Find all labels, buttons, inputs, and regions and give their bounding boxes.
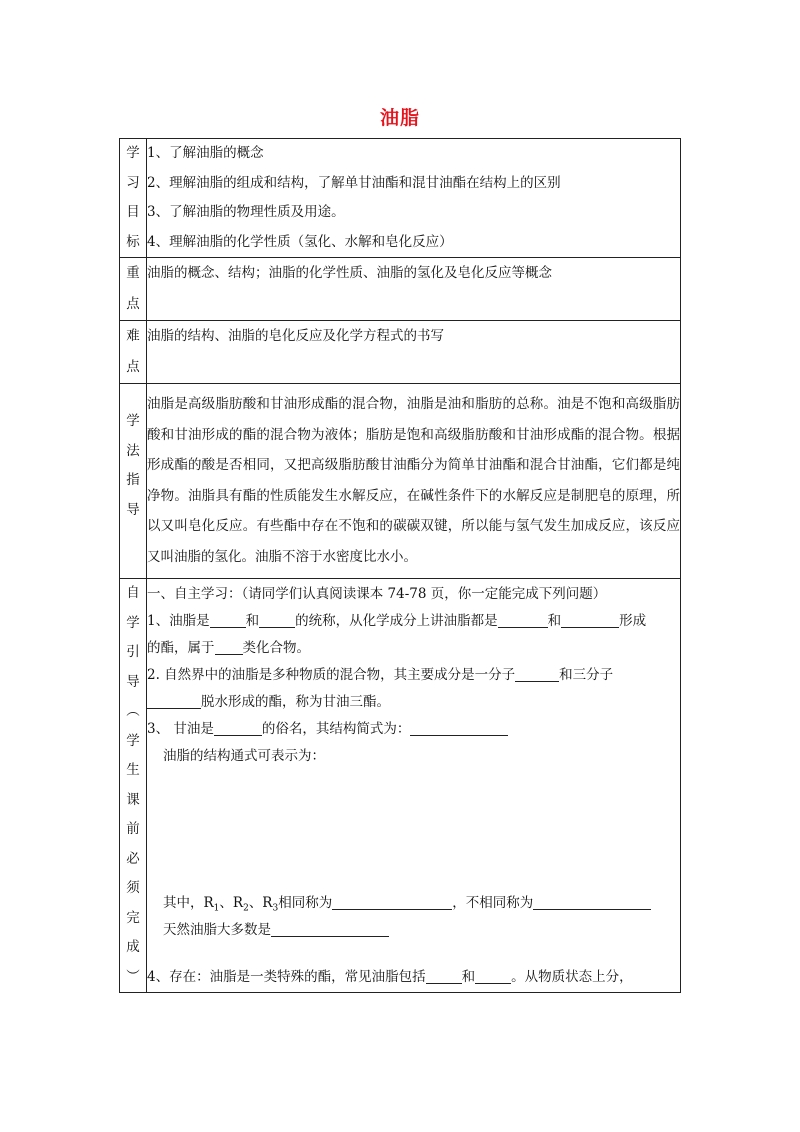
q3-text: ，不相同称为 [452,895,534,911]
label-char: 须 [126,880,140,896]
spacer [147,944,680,964]
question-3-formula: 油脂的结构通式可表示为： [163,748,325,764]
question-3-line-1 [147,716,680,743]
answer-blank[interactable] [426,967,462,984]
label-char: 导 [126,501,140,518]
answer-blank[interactable] [410,719,508,736]
q3-text: 、R [248,895,273,911]
label-char: 标 [126,233,140,250]
study-method-text: 油脂是高级脂肪酸和甘油形成酯的混合物，油脂是油和脂肪的总称。油是不饱和高级脂肪酸和甘油形成的酯的混合物为液体；脂肪是饱和高级脂肪酸和甘油形成酯的混合物。根据形成酯的酸是否相同，又把高级脂肪酸甘油酯分为简单甘油酯和混合甘油酯，它们都是纯净物。油脂具有酯的性质能发生水解反应，在碱性条件下的水解反应是制肥皂的原理，所以又叫皂化反应。有些酯中存在不饱和的碳碳双键，所以能与氢气发生加成反应，该反应又叫油脂的氢化。油脂不溶于水密度比水小。 [147,396,680,565]
question-4-line-1 [147,964,680,991]
page-title: 油脂 [379,107,420,129]
q3-text: 其中，R [163,895,214,911]
label-char: 学 [126,732,140,749]
question-3-natural [147,917,680,944]
label-char: 学 [126,413,140,429]
answer-blank[interactable] [259,611,295,628]
question-2-line-1 [147,662,680,689]
q1-text: 和 [547,613,562,629]
learning-goals-content [147,139,681,258]
goal-item: 4、理解油脂的化学性质（氢化、水解和皂化反应） [147,233,453,250]
key-points-text: 油脂的概念、结构；油脂的化学性质、油脂的氢化及皂化反应等概念 [147,265,552,281]
row-key-points [120,258,681,321]
label-key-points [120,258,147,321]
label-char: ︵ [126,703,140,719]
label-char: 指 [126,472,140,488]
label-char: 自 [126,585,140,601]
question-1-line-2 [147,635,680,662]
goal-item: 1、了解油脂的概念 [147,145,264,161]
row-self-study-guide [120,579,681,993]
difficult-points-content [147,321,681,384]
q3-text: 的俗名，其结构简式为： [261,721,411,737]
label-self-study-guide [120,579,147,993]
label-char: 点 [126,296,140,312]
q4-text: 和 [461,969,476,985]
formula-drawing-space [147,770,680,890]
question-1-line-1 [147,608,680,635]
label-char: 点 [126,359,140,375]
label-difficult-points [120,321,147,384]
q3-text: 3、 甘油是 [147,721,214,737]
q4-text: 。从物质状态上分， [511,969,633,985]
subscript: 2 [243,903,249,914]
label-study-method [120,384,147,579]
q1-text: 和 [245,613,260,629]
q1-text: 1、油脂是 [147,613,210,629]
q1-text: 的统称，从化学成分上讲油脂都是 [295,613,498,629]
row-difficult-points [120,321,681,384]
goal-item: 3、了解油脂的物理性质及用途。 [147,204,345,220]
label-char: 课 [126,791,140,808]
study-plan-table [119,138,681,993]
goal-item: 2、理解油脂的组成和结构，了解单甘油酯和混甘油酯在结构上的区别 [147,174,561,191]
subscript: 3 [272,903,279,914]
q1-text: 的酯，属于 [147,640,215,656]
row-study-method [120,384,681,579]
answer-blank[interactable] [215,638,243,655]
label-char: 完 [126,909,140,926]
label-char: 成 [126,939,140,955]
subscript: 1 [213,903,220,914]
answer-blank[interactable] [533,893,651,910]
label-char: 目 [126,204,140,220]
q3-text: 天然油脂大多数是 [163,922,271,938]
answer-blank[interactable] [147,692,201,709]
q1-text: 类化合物。 [242,640,310,656]
answer-blank[interactable] [332,893,452,910]
label-char: 学 [126,614,140,631]
difficult-points-text: 油脂的结构、油脂的皂化反应及化学方程式的书写 [147,328,444,344]
q3-text: 相同称为 [278,895,333,911]
answer-blank[interactable] [515,665,559,682]
q3-text: 、R [219,895,244,911]
label-char: 导 [126,673,140,690]
study-method-content [147,384,681,579]
answer-blank[interactable] [561,611,619,628]
label-char: 前 [126,821,140,837]
label-char: 法 [126,442,140,459]
key-points-content [147,258,681,321]
label-char: 引 [126,644,140,660]
label-char: 习 [126,174,140,191]
label-char: 必 [126,850,140,867]
label-char: ︶ [126,968,140,985]
section-heading: 一、自主学习：（请同学们认真阅读课本 74-78 页，你一定能完成下列问题） [147,586,607,602]
q2-text: 脱水形成的酯，称为甘油三酯。 [201,694,390,710]
label-char: 学 [126,145,140,161]
q2-text: 和三分子 [559,667,614,683]
q2-text: 2. 自然界中的油脂是多种物质的混合物，其主要成分是一分子 [147,667,516,683]
answer-blank[interactable] [210,611,246,628]
q4-text: 4、存在：油脂是一类特殊的酯，常见油脂包括 [147,969,426,985]
question-2-line-2 [147,689,680,716]
label-char: 难 [126,328,140,344]
row-learning-goals [120,139,681,258]
answer-blank[interactable] [214,719,262,736]
label-char: 重 [126,265,140,281]
self-study-content [147,579,681,993]
label-char: 生 [126,762,140,778]
answer-blank[interactable] [498,611,548,628]
answer-blank[interactable] [475,967,511,984]
answer-blank[interactable] [271,920,389,937]
question-3-r-groups [147,890,680,917]
q1-text: 形成 [619,613,647,629]
label-learning-goals [120,139,147,258]
